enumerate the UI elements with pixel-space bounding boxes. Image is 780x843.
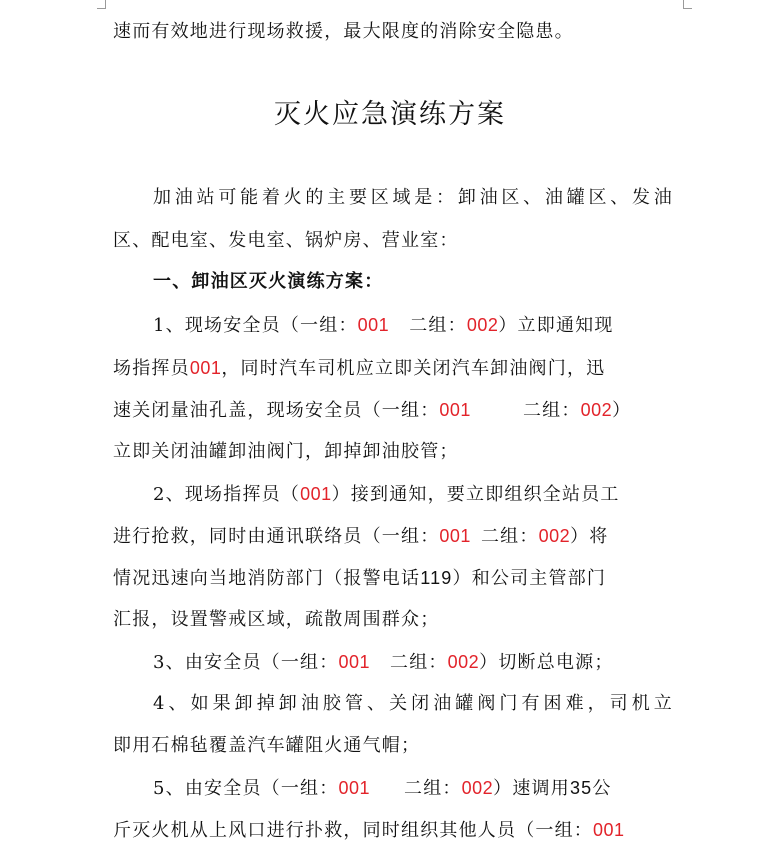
text-run: 二组： — [390, 652, 448, 673]
text-run: ）切断总电源； — [479, 652, 614, 673]
intro-line-2: 区、配电室、发电室、锅炉房、营业室： — [113, 230, 459, 251]
item-1-line-3 — [113, 398, 673, 423]
item-1-line-4: 立即关闭油罐卸油阀门，卸掉卸油胶管； — [113, 441, 459, 462]
code-commander: 001 — [300, 484, 332, 504]
text-run: ）将 — [570, 526, 609, 547]
item-5-line-2 — [113, 818, 673, 843]
text-run: ）立即通知现 — [498, 315, 614, 336]
text-run: 情况迅速向当地消防部门（报警电话 — [113, 568, 421, 589]
text-run: ，同时汽车司机应立即关闭汽车卸油阀门，迅 — [221, 358, 606, 379]
code-group-1: 001 — [439, 400, 471, 420]
item-2-line-2 — [113, 524, 673, 549]
code-group-2: 002 — [461, 778, 494, 798]
text-run: 5、由安全员（一组： — [153, 778, 339, 799]
code-group-1: 001 — [338, 778, 370, 798]
item-1-line-1 — [153, 313, 673, 338]
weight-number: 35 — [569, 778, 593, 798]
text-run: 二组： — [480, 526, 539, 547]
code-group-1: 001 — [338, 652, 370, 672]
code-group-2: 002 — [447, 652, 480, 672]
text-run: ） — [612, 400, 632, 421]
item-1-line-2 — [113, 356, 673, 381]
text-run: 3、由安全员（一组： — [153, 652, 339, 673]
text-run: ）和公司主管部门 — [452, 568, 607, 589]
text-run: 二组： — [404, 778, 462, 799]
item-2-line-1 — [153, 482, 673, 507]
text-run: 二组： — [409, 315, 467, 336]
text-run: 速关闭量油孔盖，现场安全员（一组： — [113, 400, 440, 421]
text-run: 场指挥员 — [113, 358, 190, 379]
text-run: ）接到通知，要立即组织全站员工 — [331, 484, 620, 505]
intro-line-1: 加油站可能着火的主要区域是：卸油区、油罐区、发油 — [153, 187, 673, 208]
item-2-line-4: 汇报，设置警戒区域，疏散周围群众； — [113, 609, 440, 630]
text-run: 2、现场指挥员（ — [153, 484, 301, 505]
code-group-1: 001 — [593, 820, 625, 840]
phone-number: 119 — [420, 568, 453, 588]
item-2-line-3 — [113, 566, 673, 591]
page-corner-mark-right — [683, 0, 692, 9]
item-4-line-1: 4、如果卸掉卸油胶管、关闭油罐阀门有困难，司机立 — [153, 693, 673, 714]
text-run: 二组： — [522, 400, 581, 421]
page-corner-mark-left — [97, 0, 106, 9]
code-group-2: 002 — [580, 400, 613, 420]
code-commander: 001 — [189, 358, 222, 378]
text-run: 1、现场安全员（一组： — [153, 315, 358, 336]
code-group-1: 001 — [439, 526, 471, 546]
code-group-1: 001 — [357, 315, 390, 335]
item-4-line-2: 即用石棉毡覆盖汽车罐阻火通气帽； — [113, 735, 421, 756]
text-run: 进行抢救，同时由通讯联络员（一组： — [113, 526, 440, 547]
section-heading: 一、卸油区灭火演练方案： — [153, 271, 384, 292]
text-run: ）速调用 — [493, 778, 570, 799]
code-group-2: 002 — [538, 526, 571, 546]
paragraph-line: 速而有效地进行现场救援，最大限度的消除安全隐患。 — [113, 21, 574, 42]
text-run: 斤灭火机从上风口进行扑救，同时组织其他人员（一组： — [113, 820, 593, 841]
item-5-line-1 — [153, 776, 673, 801]
code-group-2: 002 — [466, 315, 499, 335]
item-3-line-1 — [153, 650, 673, 675]
document-title: 灭火应急演练方案 — [274, 99, 506, 130]
text-run: 公 — [592, 778, 612, 799]
